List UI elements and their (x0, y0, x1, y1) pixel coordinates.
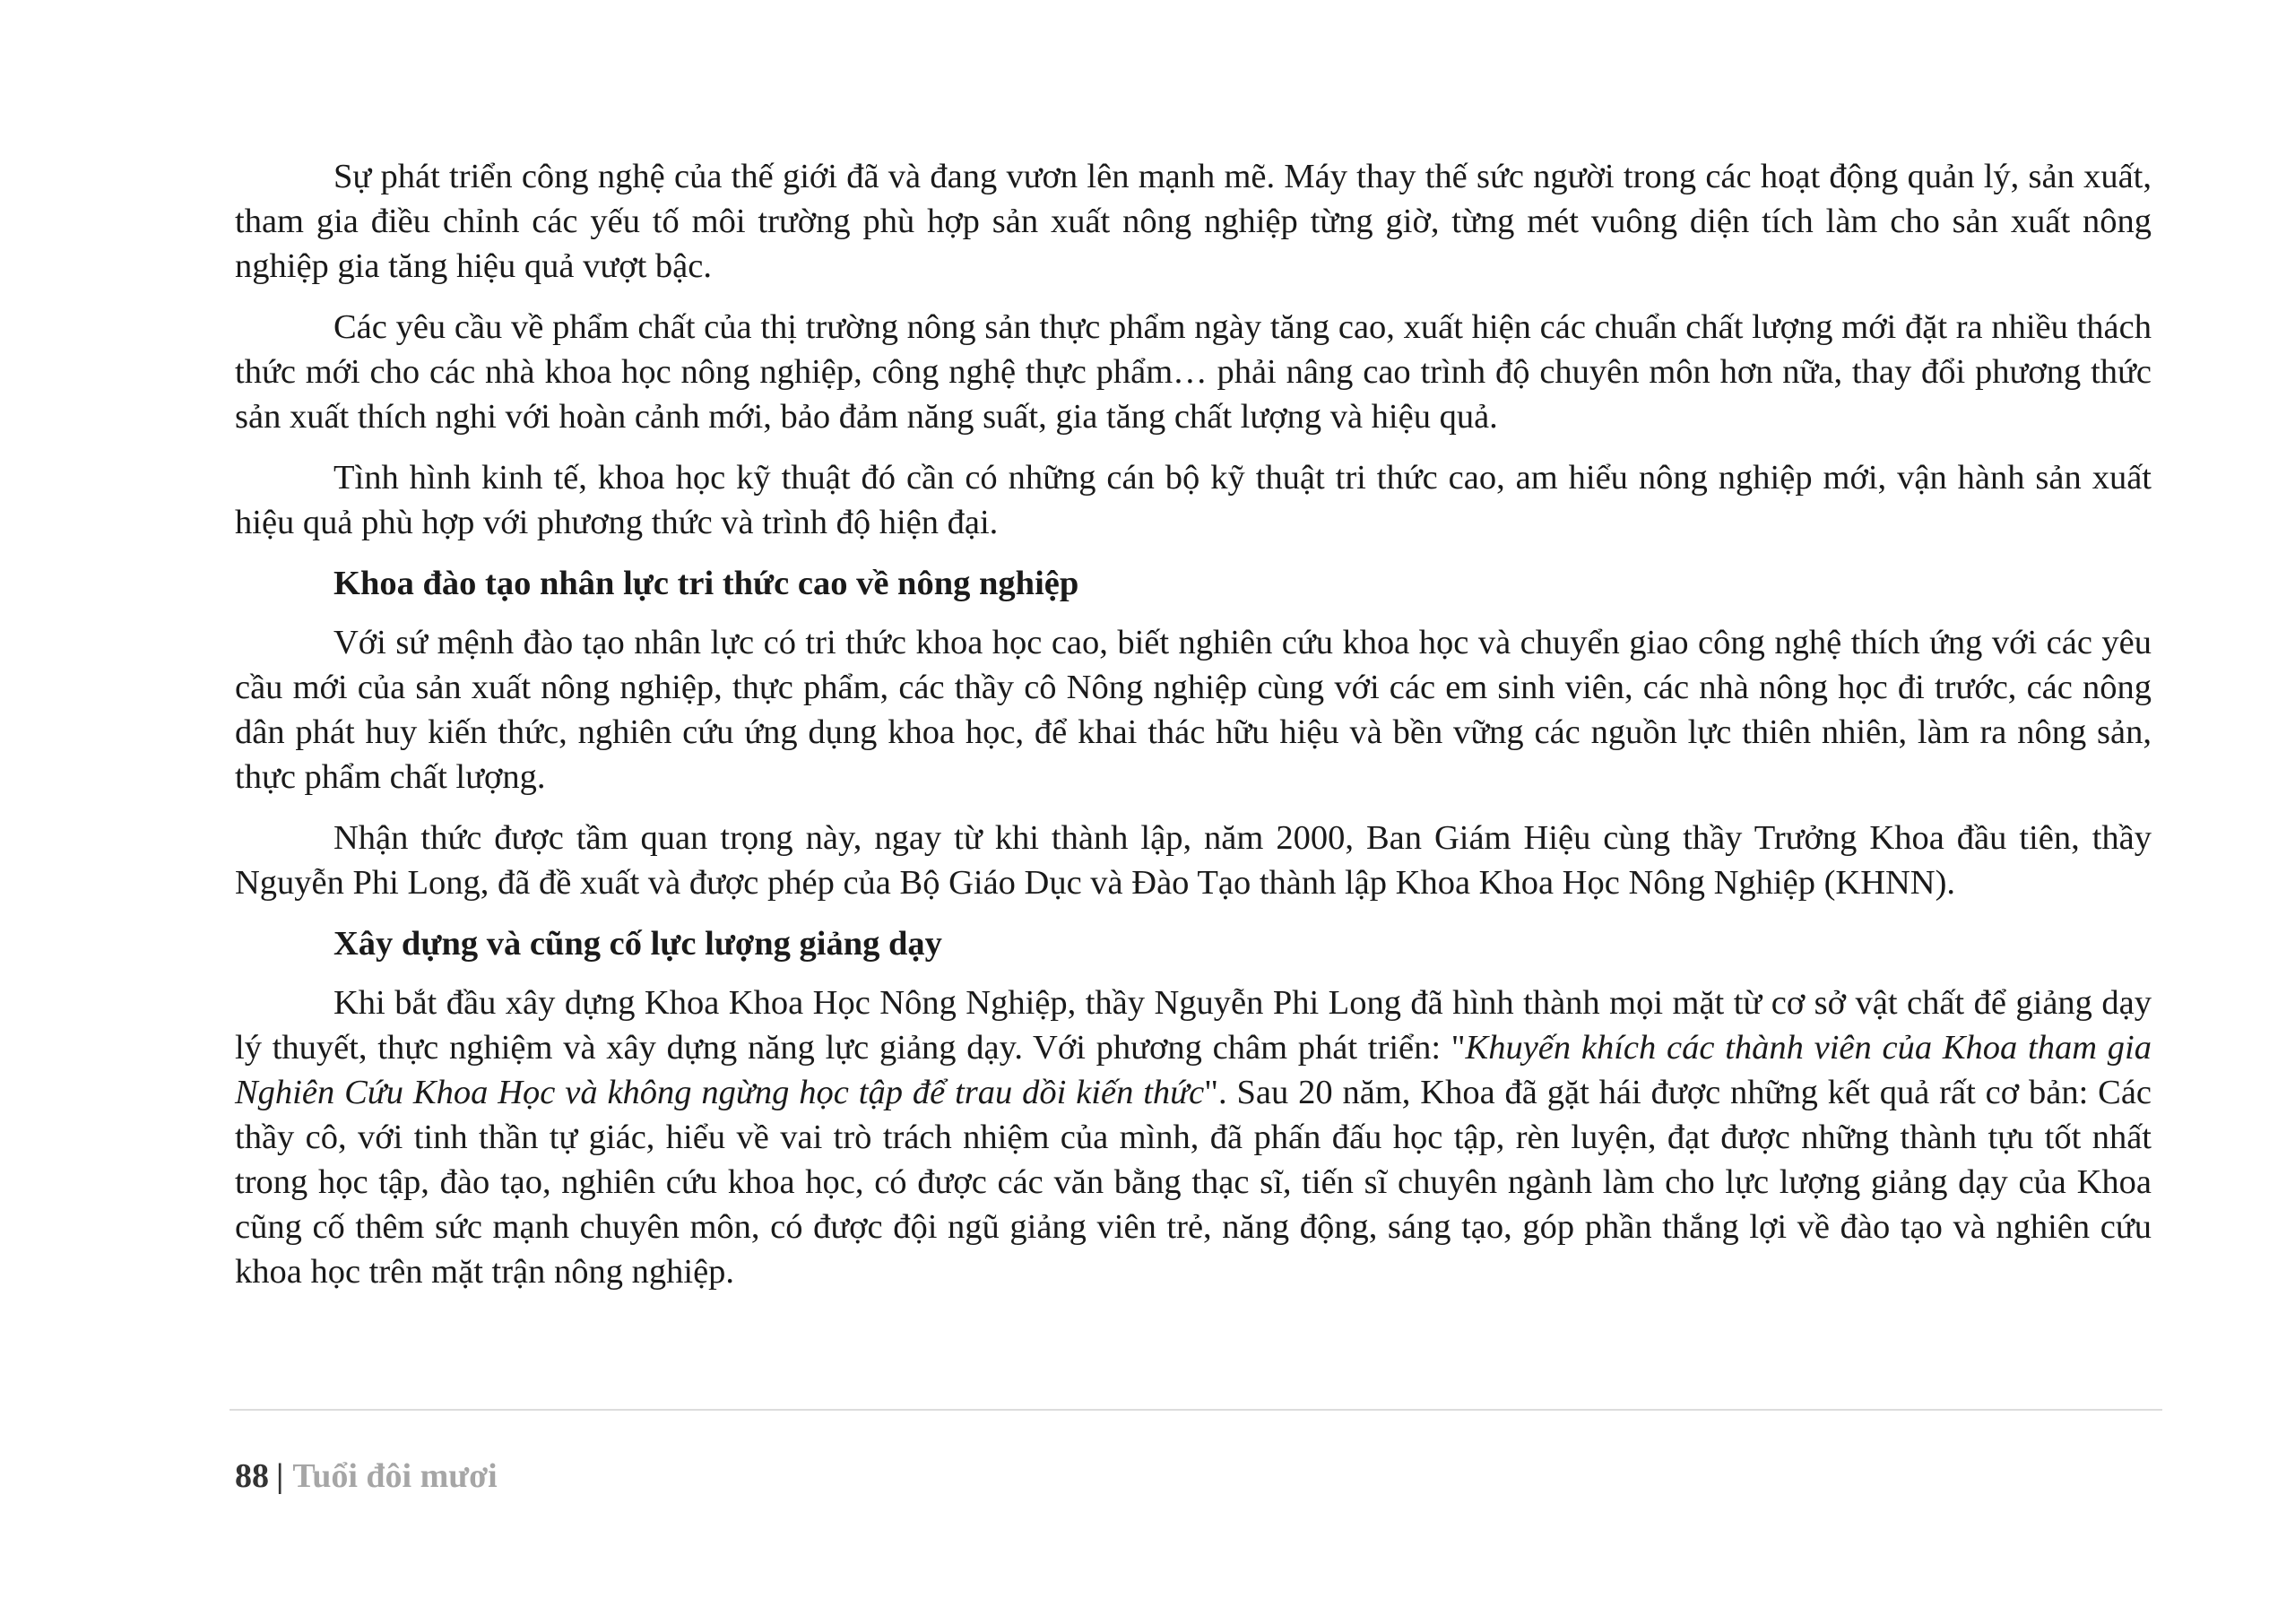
paragraph-economic-situation: Tình hình kinh tế, khoa học kỹ thuật đó cần có những cán bộ kỹ thuật tri thức cao, am hiểu nông nghiệp mới, vận hành sản xuất hiệu quả phù hợp với phương thức và trình độ hiện đại. (235, 459, 2152, 541)
footer-divider (230, 1409, 2162, 1411)
section-heading-training: Khoa đào tạo nhân lực tri thức cao về nông nghiệp (333, 565, 1079, 602)
footer-separator: | (276, 1457, 284, 1495)
motto-quote: Khuyến khích các thành viên của Khoa tham gia Nghiên Cứu Khoa Học và không ngừng học tập để trau dồi kiến thức (235, 1029, 2152, 1111)
page-body (235, 154, 2152, 1310)
page-number: 88 (235, 1457, 269, 1495)
page-footer (235, 1454, 498, 1499)
book-title: Tuổi đôi mươi (292, 1457, 498, 1495)
paragraph-faculty-building (235, 980, 2152, 1294)
paragraph-mission: Với sứ mệnh đào tạo nhân lực có tri thức khoa học cao, biết nghiên cứu khoa học và chuyển giao công nghệ thích ứng với các yêu cầu mới của sản xuất nông nghiệp, thực phẩm, các thầy cô Nông nghiệp cùng với các em sinh viên, các nhà nông học đi trước, các nông dân phát huy kiến thức, nghiên cứu ứng dụng khoa học, để khai thác hữu hiệu và bền vững các nguồn lực thiên nhiên, làm ra nông sản, thực phẩm chất lượng. (235, 624, 2152, 796)
paragraph-tech-development: Sự phát triển công nghệ của thế giới đã và đang vươn lên mạnh mẽ. Máy thay thế sức người trong các hoạt động quản lý, sản xuất, tham gia điều chỉnh các yếu tố môi trường phù hợp sản xuất nông nghiệp từng giờ, từng mét vuông diện tích làm cho sản xuất nông nghiệp gia tăng hiệu quả vượt bậc. (235, 158, 2152, 285)
paragraph-text-before-quote: Khi bắt đầu xây dựng Khoa Khoa Học Nông Nghiệp, thầy Nguyễn Phi Long đã hình thành mọi mặt từ cơ sở vật chất để giảng dạy lý thuyết, thực nghiệm và xây dựng năng lực giảng dạy. Với phương châm phát triển: " (235, 984, 2152, 1067)
paragraph-market-requirements: Các yêu cầu về phẩm chất của thị trường nông sản thực phẩm ngày tăng cao, xuất hiện các chuẩn chất lượng mới đặt ra nhiều thách thức mới cho các nhà khoa học nông nghiệp, công nghệ thực phẩm… phải nâng cao trình độ chuyên môn hơn nữa, thay đổi phương thức sản xuất thích nghi với hoàn cảnh mới, bảo đảm năng suất, gia tăng chất lượng và hiệu quả. (235, 308, 2152, 436)
section-heading-faculty: Xây dựng và cũng cố lực lượng giảng dạy (333, 925, 942, 963)
paragraph-founding: Nhận thức được tầm quan trọng này, ngay từ khi thành lập, năm 2000, Ban Giám Hiệu cùng thầy Trưởng Khoa đầu tiên, thầy Nguyễn Phi Long, đã đề xuất và được phép của Bộ Giáo Dục và Đào Tạo thành lập Khoa Khoa Học Nông Nghiệp (KHNN). (235, 819, 2152, 902)
paragraph-text-after-quote: ". Sau 20 năm, Khoa đã gặt hái được những kết quả rất cơ bản: Các thầy cô, với tinh thần tự giác, hiểu về vai trò trách nhiệm của mình, đã phấn đấu học tập, rèn luyện, đạt được những thành tựu tốt nhất trong học tập, đào tạo, nghiên cứu khoa học, có được các văn bằng thạc sĩ, tiến sĩ chuyên ngành làm cho lực lượng giảng dạy của Khoa cũng cố thêm sức mạnh chuyên môn, có được đội ngũ giảng viên trẻ, năng động, sáng tạo, góp phần thắng lợi về đào tạo và nghiên cứu khoa học trên mặt trận nông nghiệp. (235, 1074, 2152, 1291)
